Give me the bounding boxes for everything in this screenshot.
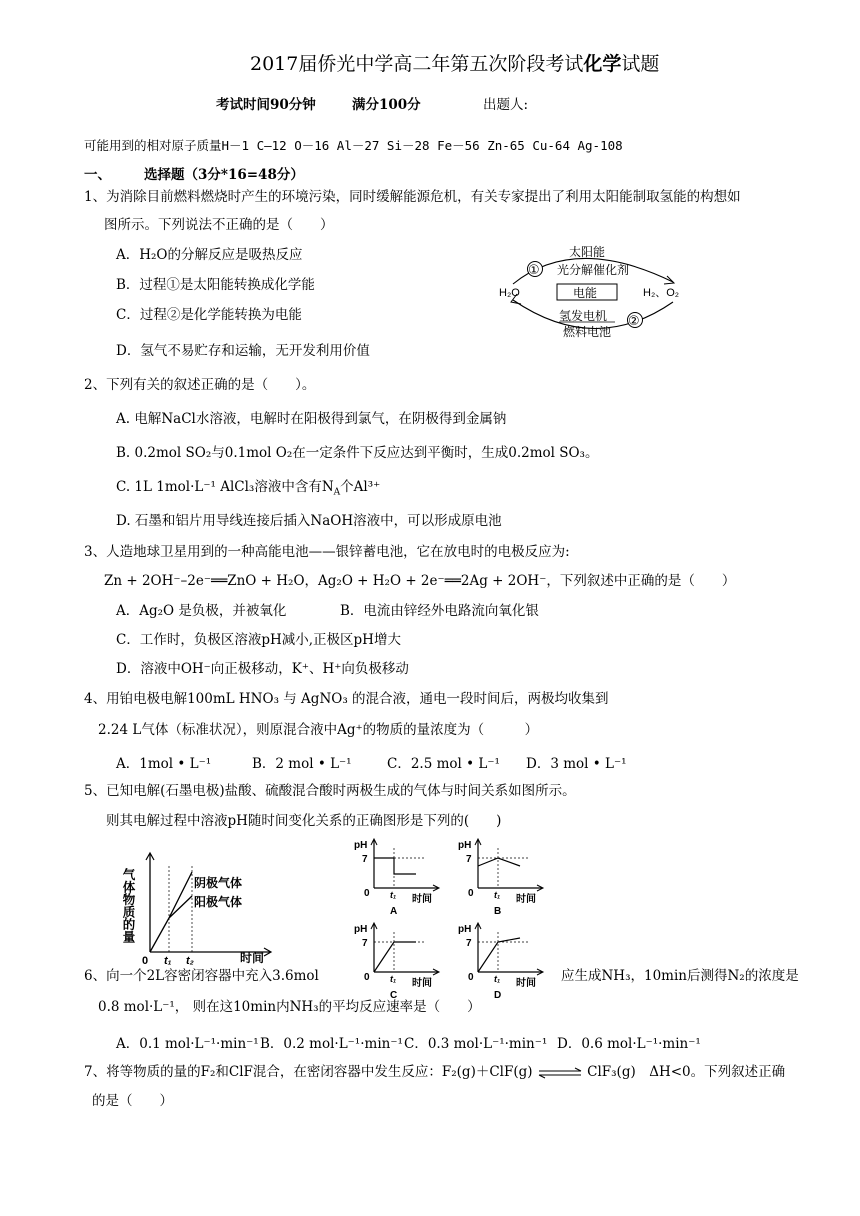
- ph-graph-b-time: 时间: [516, 894, 536, 905]
- fig-fuel-cell: 燃料电池: [563, 325, 612, 339]
- q6-stem-line1-right: 应生成NH₃，10min后测得N₂的浓度是: [561, 968, 799, 984]
- q3-option-c: C．工作时，负极区溶液pH减小,正极区pH增大: [116, 632, 401, 648]
- ph-graph-d: [456, 920, 552, 1000]
- q7-stem-line1: [84, 1063, 785, 1081]
- fig-generator: 氢发电机: [559, 309, 608, 323]
- q2-option-c-sub: A: [333, 487, 341, 498]
- ph-graph-b-zero: 0: [468, 888, 474, 899]
- gas-anode-label: 阳极气体: [194, 895, 243, 909]
- q4-stem-line1: 4、用铂电极电解100mL HNO₃ 与 AgNO₃ 的混合液，通电一段时间后，两极均收集到: [84, 691, 609, 707]
- ph-graph-d-time: 时间: [516, 978, 536, 989]
- q1-option-b: B．过程①是太阳能转换成化学能: [116, 277, 315, 293]
- section-title: 选择题（3分*16=48分）: [144, 167, 304, 183]
- q1-option-d: D．氢气不易贮存和运输，无开发利用价值: [116, 343, 370, 359]
- q6-option-a: A．0.1 mol·L⁻¹·min⁻¹: [116, 1036, 259, 1052]
- ph-graph-d-ph: pH: [458, 924, 472, 935]
- q7-stem-head: 7、将等物质的量的F₂和ClF混合，在密闭容器中发生反应：F₂(g)＋ClF(g): [84, 1064, 533, 1080]
- ph-graph-b-label: B: [494, 906, 502, 917]
- q3-stem: 3、人造地球卫星用到的一种高能电池——银锌蓄电池，它在放电时的电极反应为:: [84, 544, 570, 560]
- q2-option-a: A. 电解NaCl水溶液，电解时在阳极得到氯气，在阴极得到金属钠: [116, 411, 507, 427]
- ph-graph-c-t1: t₁: [390, 974, 397, 984]
- ph-graph-a-seven: 7: [362, 854, 368, 865]
- fig-h2o2: H₂、O₂: [643, 287, 680, 299]
- q3-reaction: Zn + 2OH⁻–2e⁻══ZnO + H₂O，Ag₂O + H₂O + 2e⁻══2Ag + 2OH⁻，下列叙述中正确的是（ ）: [104, 573, 736, 589]
- ph-graph-a-ph: pH: [354, 840, 368, 851]
- q4-stem-line2: 2.24 L气体（标准状况），则原混合液中Ag⁺的物质的量浓度为（ ）: [98, 722, 539, 738]
- ph-graph-a-time: 时间: [412, 894, 432, 905]
- q2-option-c: [116, 478, 380, 496]
- ph-graph-c: [352, 920, 448, 1000]
- exam-time: 考试时间90分钟: [216, 97, 316, 113]
- title-subject: 化学: [583, 53, 622, 75]
- q1-stem-line1: 1、为消除目前燃料燃烧时产生的环境污染，同时缓解能源危机，有关专家提出了利用太阳能制取氢能的构想如: [84, 189, 741, 205]
- q2-option-b: B. 0.2mol SO₂与0.1mol O₂在一定条件下反应达到平衡时，生成0.2mol SO₃。: [116, 445, 599, 461]
- q2-option-c-text: C. 1L 1mol·L⁻¹ AlCl₃溶液中含有N: [116, 479, 334, 495]
- q4-option-b: B．2 mol • L⁻¹: [252, 756, 352, 772]
- q5-gas-time-figure: [121, 850, 276, 968]
- q6-stem-line2: 0.8 mol·L⁻¹， 则在这10min内NH₃的平均反应速率是（ ）: [98, 999, 481, 1015]
- q3-option-b: B．电流由锌经外电路流向氧化银: [340, 603, 539, 619]
- q1-stem-line2: 图所示。下列说法不正确的是（ ）: [104, 217, 334, 233]
- fig-electric: 电能: [573, 286, 598, 300]
- q7-stem-line2: 的是（ ）: [92, 1093, 173, 1109]
- equilibrium-arrow-icon: [537, 1067, 583, 1079]
- ph-graph-d-zero: 0: [468, 972, 474, 983]
- fig-h2o: H₂O: [499, 287, 520, 299]
- ph-graph-c-seven: 7: [362, 938, 368, 949]
- q4-option-a: A．1mol • L⁻¹: [116, 756, 212, 772]
- gas-origin: 0: [142, 955, 149, 967]
- gas-ylabel: 气体物质的量: [121, 868, 135, 943]
- q1-option-c: C．过程②是化学能转换为电能: [116, 307, 302, 323]
- q6-option-d: D．0.6 mol·L⁻¹·min⁻¹: [557, 1036, 701, 1052]
- q4-option-d: D．3 mol • L⁻¹: [526, 756, 627, 772]
- fig-solar: 太阳能: [569, 245, 606, 259]
- q1-option-a: A．H₂O的分解反应是吸热反应: [116, 247, 303, 263]
- q6-option-b: B．0.2 mol·L⁻¹·min⁻¹: [260, 1036, 403, 1052]
- ph-graph-c-label: C: [390, 990, 398, 1001]
- title-prefix: 2017届侨光中学高二年第五次阶段考试: [250, 53, 584, 75]
- q6-option-c: C．0.3 mol·L⁻¹·min⁻¹: [404, 1036, 548, 1052]
- section-number: 一、: [84, 167, 111, 183]
- ph-graph-a-t1: t₁: [390, 890, 397, 900]
- page-title: [250, 52, 659, 76]
- ph-graph-b-seven: 7: [466, 854, 472, 865]
- ph-graph-b: [456, 836, 552, 916]
- gas-t1: t₁: [164, 955, 172, 967]
- title-suffix: 试题: [621, 53, 660, 75]
- ph-graph-c-ph: pH: [354, 924, 368, 935]
- fig-circle2: ②: [628, 313, 640, 328]
- q2-stem: 2、下列有关的叙述正确的是（ ）。: [84, 377, 316, 393]
- ph-graph-b-t1: t₁: [494, 890, 501, 900]
- ph-graph-a: [352, 836, 448, 916]
- ph-graph-c-time: 时间: [412, 978, 432, 989]
- q2-option-c-tail: 个Al³⁺: [340, 479, 381, 495]
- gas-t2: t₂: [186, 955, 194, 967]
- ph-graph-c-zero: 0: [364, 972, 370, 983]
- full-score: 满分100分: [352, 97, 421, 113]
- q5-stem-line2: 则其电解过程中溶液pH随时间变化关系的正确图形是下列的( ): [106, 813, 502, 829]
- setter: 出题人:: [483, 97, 529, 113]
- ph-graph-d-t1: t₁: [494, 974, 501, 984]
- ph-graph-d-label: D: [494, 990, 502, 1001]
- q4-option-c: C．2.5 mol • L⁻¹: [387, 756, 500, 772]
- q2-option-d: D. 石墨和铝片用导线连接后插入NaOH溶液中，可以形成原电池: [116, 513, 502, 529]
- fig-catalyst: 光分解催化剂: [557, 263, 630, 277]
- ph-graph-d-seven: 7: [466, 938, 472, 949]
- q6-stem-line1-left: 6、向一个2L容密闭容器中充入3.6mol: [84, 968, 319, 984]
- atomic-masses: 可能用到的相对原子质量H－1 C—12 O－16 Al－27 Si－28 Fe－56 Zn-65 Cu-64 Ag-108: [84, 138, 623, 153]
- q7-stem-tail: ClF₃(g) ΔH<0。下列叙述正确: [587, 1064, 786, 1080]
- fig-circle1: ①: [528, 262, 540, 277]
- q1-energy-cycle-diagram: [495, 238, 695, 346]
- ph-graph-b-ph: pH: [458, 840, 472, 851]
- ph-graph-a-zero: 0: [364, 888, 370, 899]
- q3-option-d: D．溶液中OH⁻向正极移动，K⁺、H⁺向负极移动: [116, 661, 409, 677]
- q5-stem-line1: 5、已知电解(石墨电极)盐酸、硫酸混合酸时两极生成的气体与时间关系如图所示。: [84, 783, 576, 799]
- q3-option-a: A．Ag₂O 是负极，并被氧化: [116, 603, 287, 619]
- ph-graph-a-label: A: [390, 906, 398, 917]
- gas-xlabel: 时间: [240, 951, 265, 965]
- gas-cathode-label: 阴极气体: [194, 876, 243, 890]
